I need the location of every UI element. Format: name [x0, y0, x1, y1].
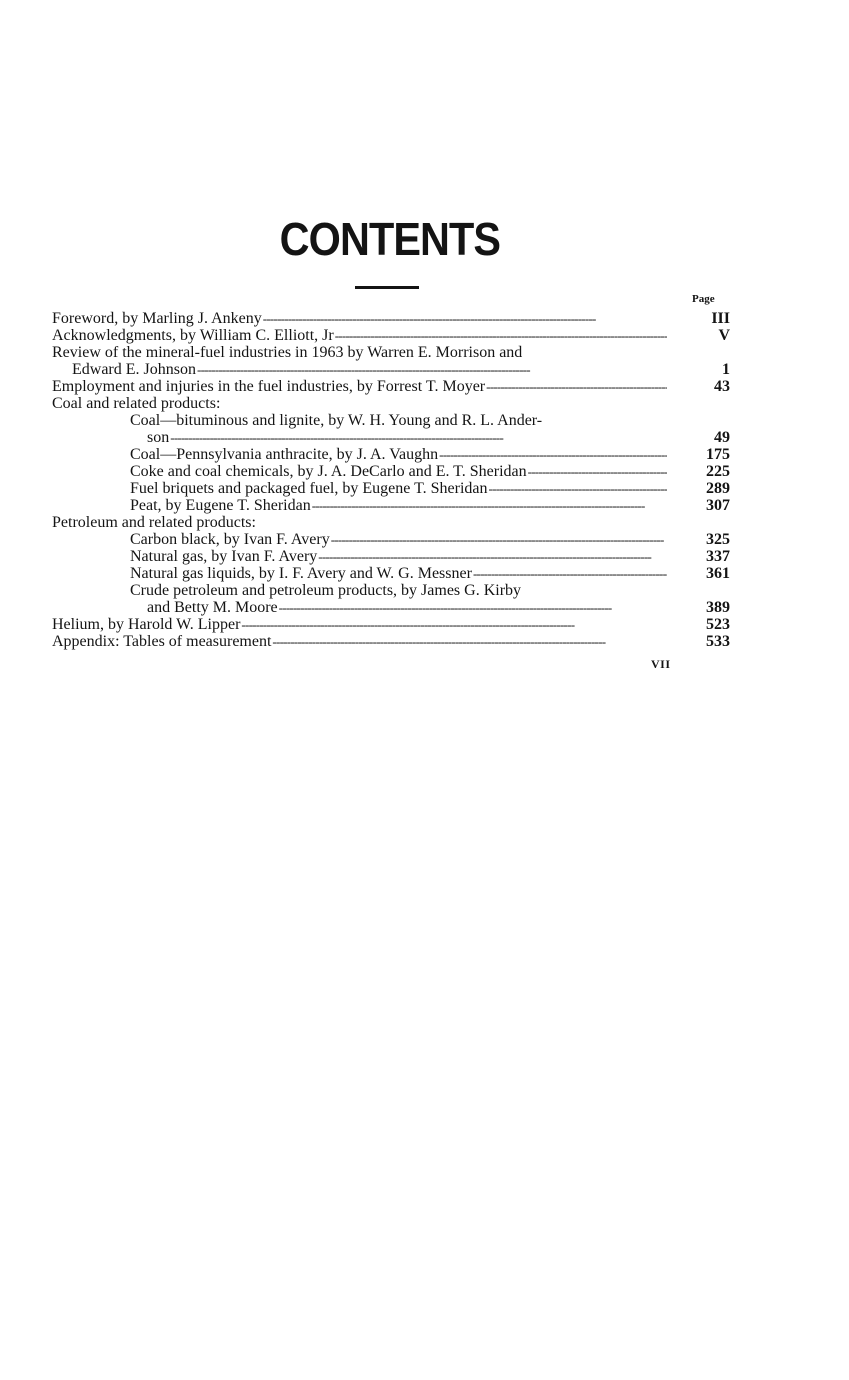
- toc-entry-peat: [52, 497, 730, 514]
- dot-leader: [312, 497, 667, 514]
- dot-leader: [279, 599, 667, 616]
- toc-section-petroleum: [52, 514, 730, 531]
- toc-entry-natural-gas: [52, 548, 730, 565]
- toc-entry-page: 1: [722, 361, 730, 378]
- toc-entry-page: 389: [706, 599, 730, 616]
- dot-leader: [318, 548, 667, 565]
- page-folio: VII: [651, 657, 671, 671]
- toc-entry-bituminous-continued: [52, 429, 730, 446]
- toc-entry-review: [52, 344, 730, 361]
- toc-entry-coke: [52, 463, 730, 480]
- toc-entry-page: 225: [706, 463, 730, 480]
- toc-entry-helium: [52, 616, 730, 633]
- dot-leader: [272, 633, 667, 650]
- toc-entry-briquets: [52, 480, 730, 497]
- heading-rule: [355, 286, 419, 289]
- dot-leader: [489, 480, 667, 497]
- dot-leader: [331, 531, 667, 548]
- toc-entry-title: Coke and coal chemicals, by J. A. DeCarlo and E. T. Sheridan: [130, 463, 527, 480]
- toc-entry-bituminous: [52, 412, 730, 429]
- dot-leader: [197, 361, 667, 378]
- toc-entry-page: 337: [706, 548, 730, 565]
- contents-heading: CONTENTS: [279, 213, 501, 265]
- toc-entry-title: Carbon black, by Ivan F. Avery: [130, 531, 330, 548]
- page-column-label: Page: [692, 293, 715, 305]
- toc-entry-page: 175: [706, 446, 730, 463]
- toc-entry-review-continued: [52, 361, 730, 378]
- toc-entry-title: Appendix: Tables of measurement: [52, 633, 272, 650]
- toc-entry-title: Foreword, by Marling J. Ankeny: [52, 310, 262, 327]
- toc-entry-title: Employment and injuries in the fuel industries, by Forrest T. Moyer: [52, 378, 486, 395]
- dot-leader: [473, 565, 667, 582]
- toc-entry-page: III: [711, 310, 730, 327]
- table-of-contents: [52, 310, 730, 650]
- toc-section-title: Petroleum and related products:: [52, 514, 256, 531]
- toc-entry-acknowledgments: [52, 327, 730, 344]
- toc-entry-carbon-black: [52, 531, 730, 548]
- dot-leader: [528, 463, 667, 480]
- toc-entry-title: and Betty M. Moore: [147, 599, 278, 616]
- dot-leader: [335, 327, 667, 344]
- toc-entry-page: 361: [706, 565, 730, 582]
- toc-entry-title: Peat, by Eugene T. Sheridan: [130, 497, 311, 514]
- toc-entry-title: Review of the mineral-fuel industries in 1963 by Warren E. Morrison and: [52, 344, 523, 361]
- toc-entry-page: 289: [706, 480, 730, 497]
- toc-entry-crude-petroleum-continued: [52, 599, 730, 616]
- toc-entry-page: V: [718, 327, 730, 344]
- toc-entry-title: Coal—bituminous and lignite, by W. H. Young and R. L. Ander-: [130, 412, 543, 429]
- toc-entry-employment: [52, 378, 730, 395]
- toc-entry-title: Edward E. Johnson: [72, 361, 196, 378]
- toc-section-coal: [52, 395, 730, 412]
- toc-entry-page: 325: [706, 531, 730, 548]
- toc-entry-appendix: [52, 633, 730, 650]
- toc-section-title: Coal and related products:: [52, 395, 221, 412]
- toc-entry-gas-liquids: [52, 565, 730, 582]
- toc-entry-page: 43: [714, 378, 730, 395]
- toc-entry-title: Helium, by Harold W. Lipper: [52, 616, 241, 633]
- toc-entry-page: 523: [706, 616, 730, 633]
- toc-entry-title: Crude petroleum and petroleum products, by James G. Kirby: [130, 582, 522, 599]
- toc-entry-title: Acknowledgments, by William C. Elliott, Jr: [52, 327, 334, 344]
- dot-leader: [263, 310, 667, 327]
- toc-entry-page: 49: [714, 429, 730, 446]
- dot-leader: [486, 378, 667, 395]
- toc-entry-crude-petroleum: [52, 582, 730, 599]
- toc-entry-anthracite: [52, 446, 730, 463]
- toc-entry-title: Natural gas liquids, by I. F. Avery and W. G. Messner: [130, 565, 472, 582]
- toc-entry-title: Fuel briquets and packaged fuel, by Eugene T. Sheridan: [130, 480, 488, 497]
- toc-entry-title: Natural gas, by Ivan F. Avery: [130, 548, 318, 565]
- dot-leader: [170, 429, 667, 446]
- toc-entry-title: Coal—Pennsylvania anthracite, by J. A. Vaughn: [130, 446, 439, 463]
- dot-leader: [439, 446, 667, 463]
- toc-entry-title: son: [147, 429, 170, 446]
- toc-entry-foreword: [52, 310, 730, 327]
- toc-entry-page: 307: [706, 497, 730, 514]
- dot-leader: [241, 616, 667, 633]
- toc-entry-page: 533: [706, 633, 730, 650]
